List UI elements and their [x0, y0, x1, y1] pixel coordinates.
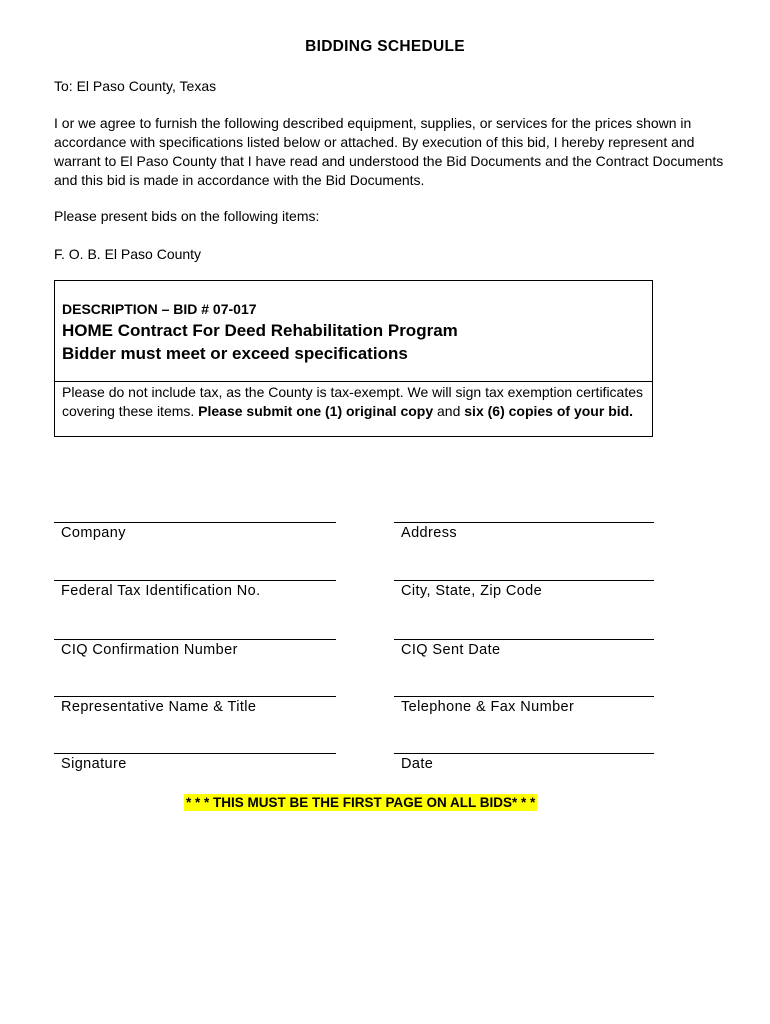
- ciq-sent-date-field[interactable]: [394, 639, 654, 658]
- addressee-line: To: El Paso County, Texas: [54, 78, 217, 94]
- company-label: Company: [61, 525, 126, 541]
- fob-line: F. O. B. El Paso County: [54, 246, 202, 262]
- tax-note-conjunction: and: [433, 403, 465, 419]
- description-header: [55, 281, 652, 382]
- ciq-sent-date-label: CIQ Sent Date: [401, 642, 501, 658]
- signature-label: Signature: [61, 756, 127, 772]
- date-label: Date: [401, 756, 434, 772]
- specifications-notice: Bidder must meet or exceed specifications: [62, 344, 408, 363]
- original-copy-text: Please submit one (1) original copy: [198, 403, 434, 419]
- ciq-confirmation-label: CIQ Confirmation Number: [61, 642, 238, 658]
- federal-tax-id-label: Federal Tax Identification No.: [61, 583, 261, 599]
- telephone-fax-field[interactable]: [394, 696, 654, 715]
- telephone-fax-label: Telephone & Fax Number: [401, 699, 575, 715]
- agreement-paragraph: I or we agree to furnish the following described equipment, supplies, or services for the prices shown in accordance with specifications listed below or attached. By execution of this bid, I hereby represent and warrant to El Paso County that I have read and understood the Bid Documents and the Contract Documents and this bid is made in accordance with the Bid Documents.: [54, 115, 724, 188]
- instructions-line: Please present bids on the following items:: [54, 208, 320, 224]
- page-title: BIDDING SCHEDULE: [305, 38, 465, 55]
- program-title: HOME Contract For Deed Rehabilitation Program: [62, 321, 458, 340]
- representative-label: Representative Name & Title: [61, 699, 257, 715]
- address-field[interactable]: [394, 522, 654, 541]
- first-page-notice: * * * THIS MUST BE THE FIRST PAGE ON ALL BIDS* * *: [186, 795, 536, 810]
- date-field[interactable]: [394, 753, 654, 772]
- company-field[interactable]: [54, 522, 336, 541]
- tax-note: [62, 383, 647, 421]
- representative-field[interactable]: [54, 696, 336, 715]
- bid-number: DESCRIPTION – BID # 07-017: [62, 301, 257, 317]
- city-state-zip-label: City, State, Zip Code: [401, 583, 543, 599]
- copies-text: six (6) copies of your bid.: [464, 403, 634, 419]
- description-box: [54, 280, 653, 437]
- address-label: Address: [401, 525, 457, 541]
- tax-note-text: Please do not include tax, as the County is tax-exempt. We will sign tax exemption certificates covering these items.: [62, 384, 644, 419]
- signature-field[interactable]: [54, 753, 336, 772]
- ciq-confirmation-field[interactable]: [54, 639, 336, 658]
- federal-tax-id-field[interactable]: [54, 580, 336, 599]
- city-state-zip-field[interactable]: [394, 580, 654, 599]
